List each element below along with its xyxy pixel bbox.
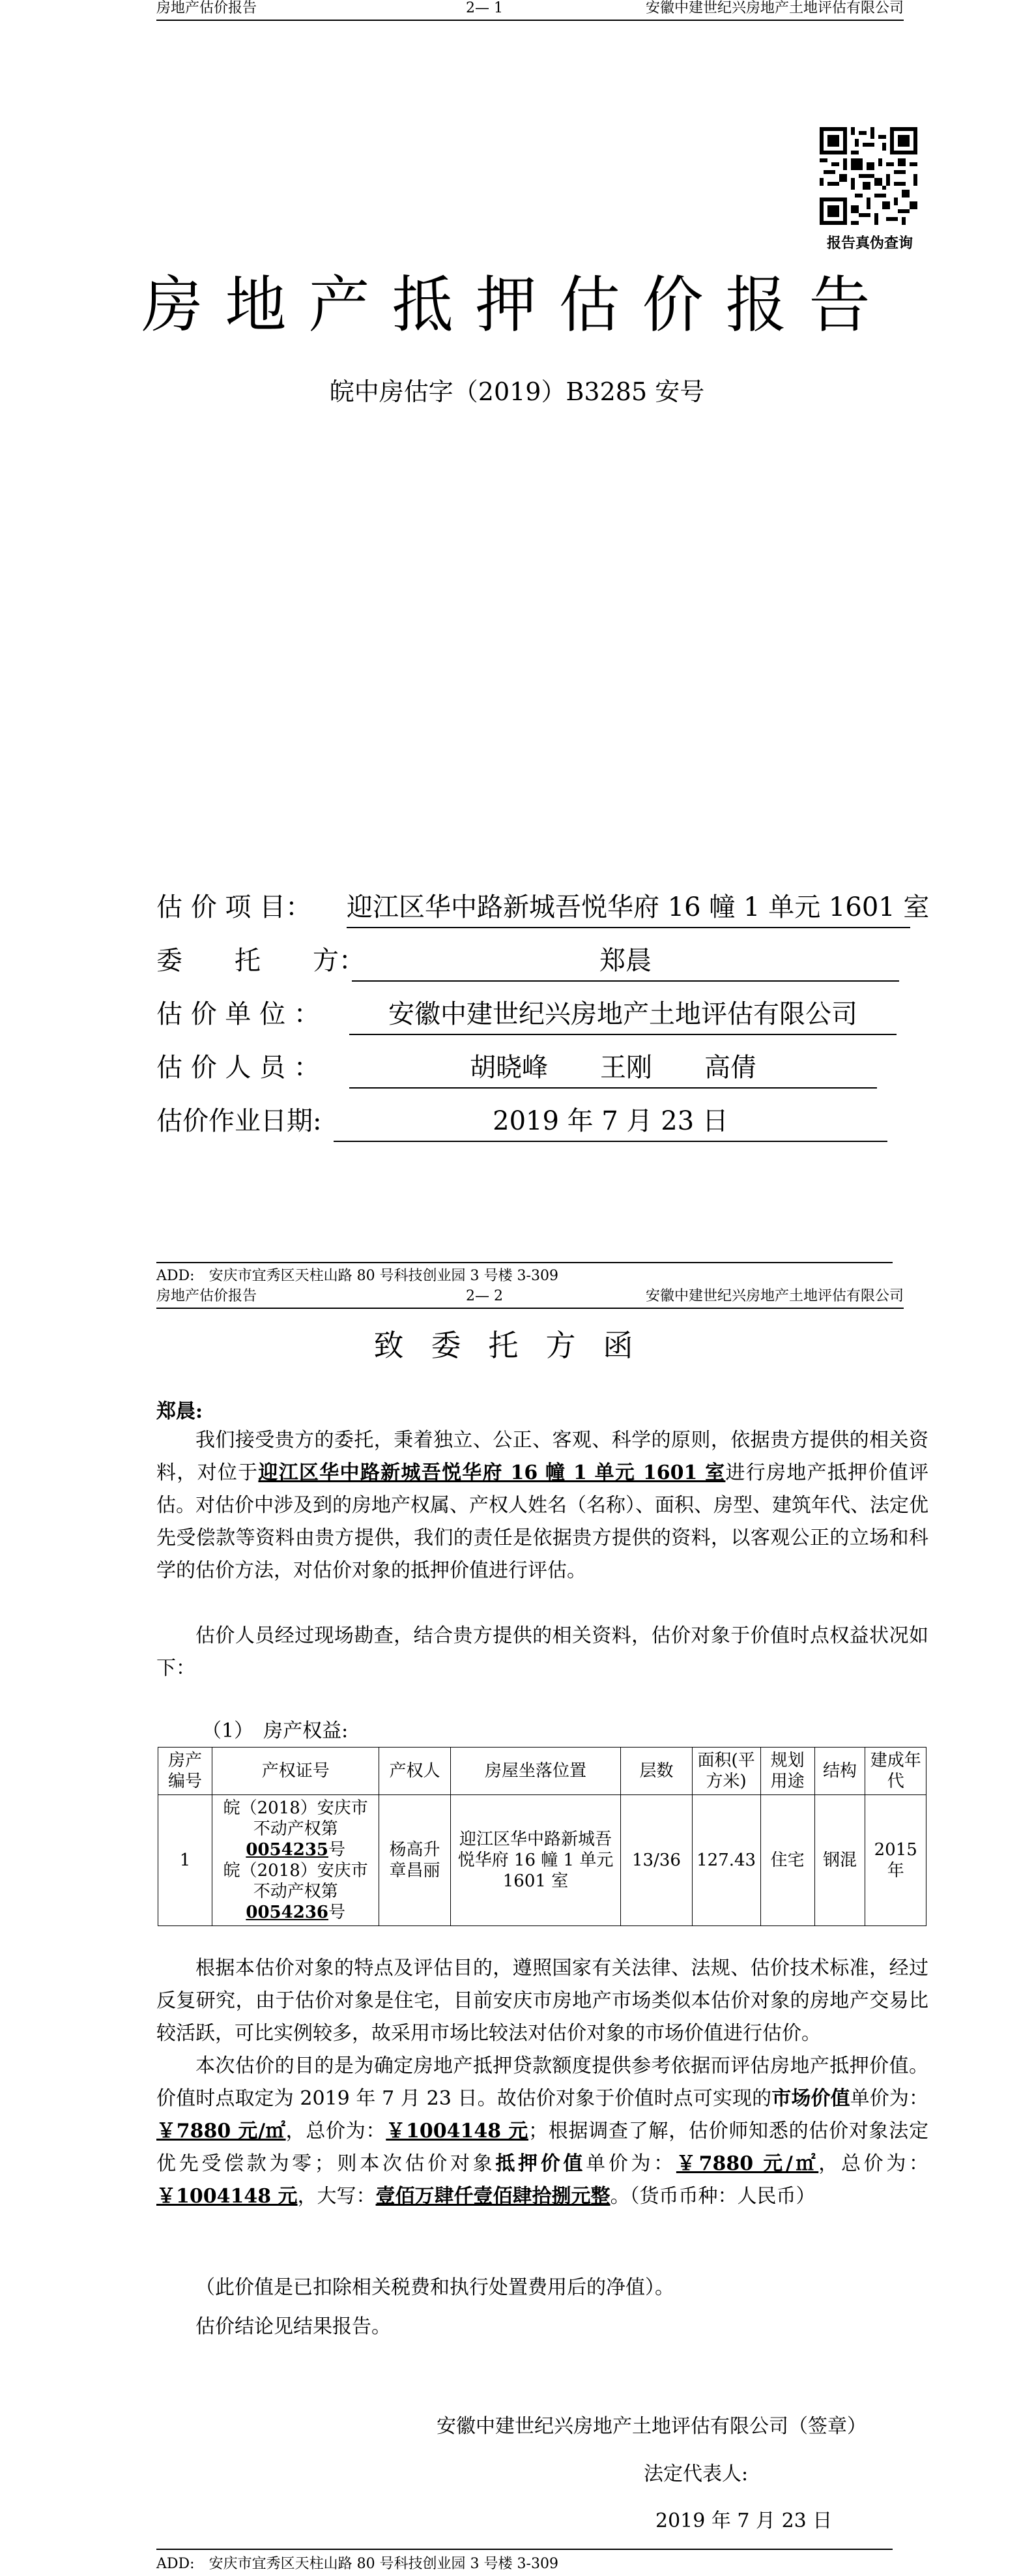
qr-caption: 报告真伪查询 <box>826 235 913 252</box>
field-label: 估价作业日期: <box>156 1106 322 1136</box>
letter-paragraph-3: 根据本估价对象的特点及评估目的，遵照国家有关法律、法规、估价技术标准，经过反复研究，由于估价对象是住宅，目前安庆市房地产市场类似本估价对象的房地产交易比较活跃，可比实例较多，故采用市场比较法对估价对象的市场价值进行估价。 <box>156 1957 928 2045</box>
report-title: 房地产抵押估价报告 <box>141 270 893 341</box>
header-left: 房地产估价报告 <box>156 1288 257 1304</box>
section-label: （1） 房产权益: <box>202 1720 349 1742</box>
column-header: 建成年代 <box>865 1748 926 1795</box>
cell-owner: 杨高升章昌丽 <box>379 1795 450 1926</box>
p4-text: 单价为： <box>586 2152 676 2175</box>
p4-text: ，大写： <box>297 2185 376 2208</box>
letter-paragraph-1 <box>156 1424 928 1587</box>
header-right: 安徽中建世纪兴房地产土地评估有限公司 <box>645 0 904 16</box>
cert-text: 号 <box>328 1840 346 1860</box>
footer-address: ADD: 安庆市宜秀区天柱山路 80 号科技创业园 3 号楼 3-309 <box>156 2556 558 2572</box>
table-header-row <box>158 1748 926 1795</box>
column-header: 面积(平方米) <box>692 1748 760 1795</box>
p4-text: ；根据调查了解，估价师知悉的估价对象法定优先受偿款为零；则本次估价对象 <box>156 2120 929 2175</box>
signature-date: 2019 年 7 月 23 日 <box>655 2510 833 2532</box>
field-value: 2019 年 7 月 23 日 <box>334 1102 887 1142</box>
market-total-price: ￥1004148 元 <box>386 2120 529 2143</box>
cell-floors: 13/36 <box>621 1795 692 1926</box>
footer-divider <box>156 1262 893 1263</box>
property-address: 迎江区华中路新城吾悦华府 16 幢 1 单元 1601 室 <box>258 1461 726 1484</box>
p4-text: ，总价为： <box>818 2152 929 2175</box>
column-header: 产权人 <box>379 1748 450 1795</box>
field-value: 郑晨 <box>352 941 899 982</box>
field-label: 委 托 方： <box>156 946 365 976</box>
letter-paragraph-5: （此价值是已扣除相关税费和执行处置费用后的净值）。 <box>195 2276 674 2299</box>
column-header: 房屋坐落位置 <box>450 1748 621 1795</box>
qr-code-icon[interactable] <box>820 127 917 225</box>
p4-text: 。（货币币种：人民币） <box>610 2185 816 2208</box>
letter-salutation: 郑晨: <box>156 1400 203 1423</box>
column-header: 结构 <box>814 1748 865 1795</box>
cell-location: 迎江区华中路新城吾悦华府 16 幢 1 单元 1601 室 <box>450 1795 621 1926</box>
page-header <box>156 0 904 21</box>
field-label: 估 价 项 目： <box>156 892 312 922</box>
header-page-number: 2— 2 <box>466 1288 503 1304</box>
footer-address: ADD: 安庆市宜秀区天柱山路 80 号科技创业园 3 号楼 3-309 <box>156 1268 558 1284</box>
mortgage-total-price: ￥1004148 元 <box>156 2185 298 2208</box>
cert-text: 号 <box>328 1903 346 1922</box>
cell-area: 127.43 <box>692 1795 760 1926</box>
field-value: 迎江区华中路新城吾悦华府 16 幢 1 单元 1601 室 <box>347 888 910 928</box>
letter-paragraph-2: 估价人员经过现场勘查，结合贵方提供的相关资料，估价对象于价值时点权益状况如下： <box>156 1624 928 1680</box>
table-row <box>158 1795 926 1926</box>
field-value: 安徽中建世纪兴房地产土地评估有限公司 <box>349 995 897 1035</box>
letter-paragraph-4 <box>156 2050 928 2213</box>
property-rights-table <box>158 1747 926 1926</box>
cell-cert <box>212 1795 379 1926</box>
field-label: 估 价 人 员 ： <box>156 1053 320 1083</box>
column-header: 层数 <box>621 1748 692 1795</box>
footer-divider <box>156 2549 893 2550</box>
p1-text: 我们接受贵方的委托，秉着独立、公正、客观、科学的原则，依据贵方提供的相关资料，对位于 <box>156 1429 928 1484</box>
mortgage-value-label: 抵押价值 <box>495 2152 586 2175</box>
signature-company: 安徽中建世纪兴房地产土地评估有限公司（签章） <box>437 2415 867 2438</box>
mortgage-unit-price: ￥7880 元/㎡ <box>676 2152 819 2175</box>
field-label: 估 价 单 位 ： <box>156 999 320 1029</box>
p4-text: 本次估价的目的是为确定房地产抵押贷款额度提供参考依据而评估房地产抵押价值。价值时点取定为 2019 年 7 月 23 日。故估价对象于价值时点可实现的 <box>156 2055 928 2110</box>
header-left: 房地产估价报告 <box>156 0 257 16</box>
cert-text: 皖（2018）安庆市不动产权第 <box>223 1798 368 1839</box>
cert-number: 0054235 <box>246 1840 328 1860</box>
column-header: 产权证号 <box>212 1748 379 1795</box>
market-value-label: 市场价值 <box>771 2087 850 2110</box>
amount-in-words: 壹佰万肆仟壹佰肆拾捌元整 <box>375 2185 610 2208</box>
p4-text: 单价为： <box>850 2087 929 2110</box>
field-value: 胡晓峰 王刚 高倩 <box>349 1048 877 1089</box>
cert-number: 0054236 <box>246 1903 328 1922</box>
cell-year: 2015 年 <box>865 1795 926 1926</box>
cell-use: 住宅 <box>760 1795 814 1926</box>
header-page-number: 2— 1 <box>466 0 503 16</box>
cell-structure: 钢混 <box>814 1795 865 1926</box>
column-header: 规划用途 <box>760 1748 814 1795</box>
signature-representative: 法定代表人: <box>644 2463 749 2485</box>
letter-title: 致委托方函 <box>373 1328 661 1363</box>
letter-paragraph-6: 估价结论见结果报告。 <box>195 2315 391 2338</box>
market-unit-price: ￥7880 元/㎡ <box>156 2120 286 2143</box>
p1-text: 进行房地产抵押价值评估。对估价中涉及到的房地产权属、产权人姓名（名称）、面积、房型、建筑年代、法定优先受偿款等资料由贵方提供，我们的责任是依据贵方提供的资料，以客观公正的立场和科学的估价方法，对估价对象的抵押价值进行评估。 <box>156 1461 929 1582</box>
cert-text: 皖（2018）安庆市不动产权第 <box>223 1861 368 1901</box>
cell-no: 1 <box>158 1795 212 1926</box>
page-header <box>156 1288 904 1309</box>
p4-text: ，总价为： <box>285 2120 386 2143</box>
report-number: 皖中房估字（2019）B3285 安号 <box>329 377 705 406</box>
header-right: 安徽中建世纪兴房地产土地评估有限公司 <box>645 1288 904 1304</box>
column-header: 房产编号 <box>158 1748 212 1795</box>
